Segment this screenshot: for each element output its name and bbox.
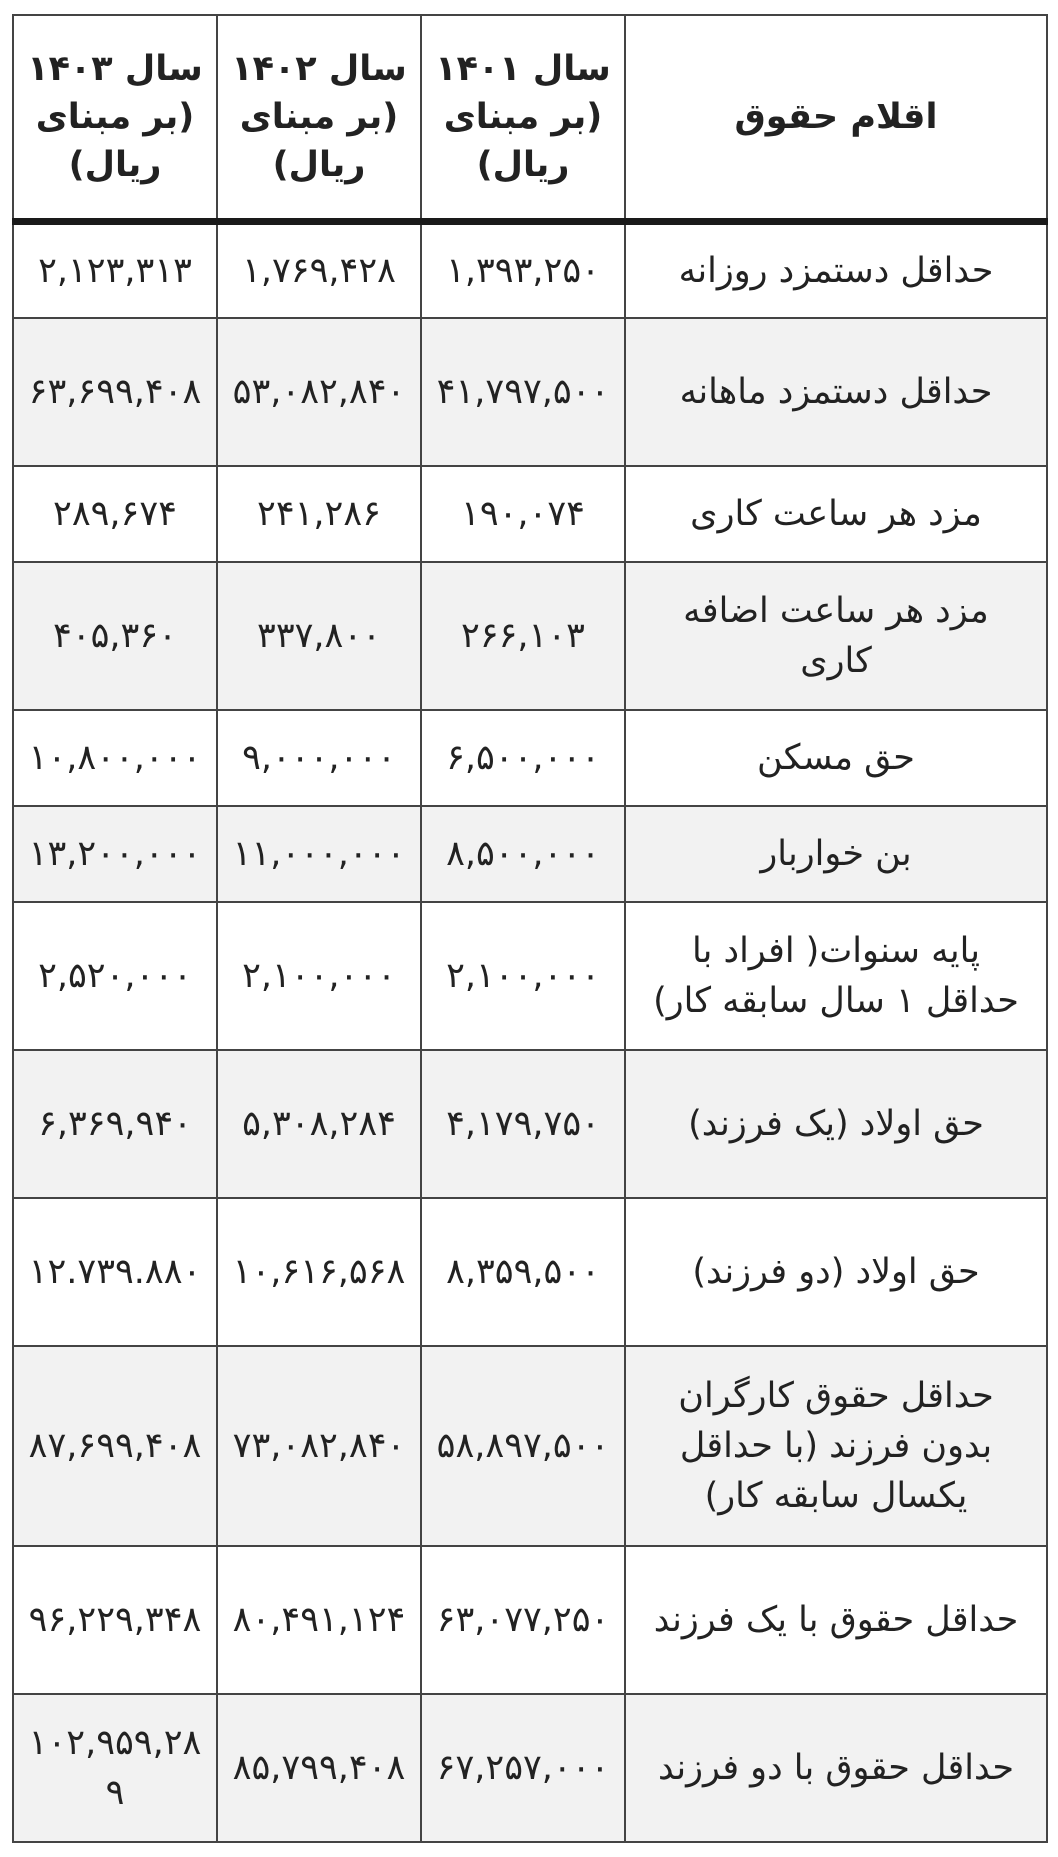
table-row bbox=[13, 1694, 1047, 1842]
value-1401: ۵۸,۸۹۷,۵۰۰ bbox=[421, 1346, 625, 1546]
table-row bbox=[13, 806, 1047, 902]
value-1402: ۲,۱۰۰,۰۰۰ bbox=[217, 902, 421, 1050]
row-label: بن خواربار bbox=[625, 806, 1047, 902]
table-row bbox=[13, 1346, 1047, 1546]
value-1401: ۱۹۰,۰۷۴ bbox=[421, 466, 625, 562]
row-label: حق مسکن bbox=[625, 710, 1047, 806]
value-1403: ۱۲.۷۳۹.۸۸۰ bbox=[13, 1198, 217, 1346]
value-1402: ۱۱,۰۰۰,۰۰۰ bbox=[217, 806, 421, 902]
value-1403: ۶,۳۶۹,۹۴۰ bbox=[13, 1050, 217, 1198]
table-row bbox=[13, 710, 1047, 806]
table-row bbox=[13, 902, 1047, 1050]
row-label: حق اولاد (دو فرزند) bbox=[625, 1198, 1047, 1346]
row-label: حداقل دستمزد ماهانه bbox=[625, 318, 1047, 466]
row-label: مزد هر ساعت کاری bbox=[625, 466, 1047, 562]
value-1401: ۴۱,۷۹۷,۵۰۰ bbox=[421, 318, 625, 466]
value-1402: ۹,۰۰۰,۰۰۰ bbox=[217, 710, 421, 806]
value-1403: ۲,۱۲۳,۳۱۳ bbox=[13, 222, 217, 318]
value-1401: ۶۷,۲۵۷,۰۰۰ bbox=[421, 1694, 625, 1842]
value-1403: ۸۷,۶۹۹,۴۰۸ bbox=[13, 1346, 217, 1546]
value-1403: ۱۰,۸۰۰,۰۰۰ bbox=[13, 710, 217, 806]
value-1401: ۸,۵۰۰,۰۰۰ bbox=[421, 806, 625, 902]
row-label: حق اولاد (یک فرزند) bbox=[625, 1050, 1047, 1198]
value-1402: ۸۰,۴۹۱,۱۲۴ bbox=[217, 1546, 421, 1694]
table-row bbox=[13, 318, 1047, 466]
value-1402: ۵,۳۰۸,۲۸۴ bbox=[217, 1050, 421, 1198]
row-label: پایه سنوات( افراد با حداقل ۱ سال سابقه کار) bbox=[625, 902, 1047, 1050]
value-1402: ۵۳,۰۸۲,۸۴۰ bbox=[217, 318, 421, 466]
value-1401: ۸,۳۵۹,۵۰۰ bbox=[421, 1198, 625, 1346]
header-item: اقلام حقوق bbox=[625, 15, 1047, 222]
table-row bbox=[13, 466, 1047, 562]
value-1401: ۶,۵۰۰,۰۰۰ bbox=[421, 710, 625, 806]
header-year-1402: سال ۱۴۰۲ (بر مبنای ریال) bbox=[217, 15, 421, 222]
value-1403: ۲,۵۲۰,۰۰۰ bbox=[13, 902, 217, 1050]
row-label: حداقل حقوق با یک فرزند bbox=[625, 1546, 1047, 1694]
value-1403: ۲۸۹,۶۷۴ bbox=[13, 466, 217, 562]
value-1402: ۱۰,۶۱۶,۵۶۸ bbox=[217, 1198, 421, 1346]
table-row bbox=[13, 1050, 1047, 1198]
value-1401: ۶۳,۰۷۷,۲۵۰ bbox=[421, 1546, 625, 1694]
value-1403: ۱۳,۲۰۰,۰۰۰ bbox=[13, 806, 217, 902]
value-1402: ۷۳,۰۸۲,۸۴۰ bbox=[217, 1346, 421, 1546]
value-1401: ۱,۳۹۳,۲۵۰ bbox=[421, 222, 625, 318]
value-1402: ۲۴۱,۲۸۶ bbox=[217, 466, 421, 562]
value-1401: ۲,۱۰۰,۰۰۰ bbox=[421, 902, 625, 1050]
value-1401: ۴,۱۷۹,۷۵۰ bbox=[421, 1050, 625, 1198]
value-1403: ۴۰۵,۳۶۰ bbox=[13, 562, 217, 710]
value-1401: ۲۶۶,۱۰۳ bbox=[421, 562, 625, 710]
header-year-1403: سال ۱۴۰۳ (بر مبنای ریال) bbox=[13, 15, 217, 222]
table-row bbox=[13, 1546, 1047, 1694]
value-1403: ۹۶,۲۲۹,۳۴۸ bbox=[13, 1546, 217, 1694]
value-1402: ۱,۷۶۹,۴۲۸ bbox=[217, 222, 421, 318]
value-1402: ۳۳۷,۸۰۰ bbox=[217, 562, 421, 710]
header-year-1401: سال ۱۴۰۱ (بر مبنای ریال) bbox=[421, 15, 625, 222]
row-label: حداقل حقوق با دو فرزند bbox=[625, 1694, 1047, 1842]
value-1403: ۶۳,۶۹۹,۴۰۸ bbox=[13, 318, 217, 466]
salary-table bbox=[12, 14, 1048, 1843]
row-label: مزد هر ساعت اضافه کاری bbox=[625, 562, 1047, 710]
table-row bbox=[13, 222, 1047, 318]
table-row bbox=[13, 562, 1047, 710]
row-label: حداقل دستمزد روزانه bbox=[625, 222, 1047, 318]
value-1403: ۱۰۲,۹۵۹,۲۸۹ bbox=[13, 1694, 217, 1842]
row-label: حداقل حقوق کارگران بدون فرزند (با حداقل یکسال سابقه کار) bbox=[625, 1346, 1047, 1546]
value-1402: ۸۵,۷۹۹,۴۰۸ bbox=[217, 1694, 421, 1842]
header-row bbox=[13, 15, 1047, 222]
table-row bbox=[13, 1198, 1047, 1346]
